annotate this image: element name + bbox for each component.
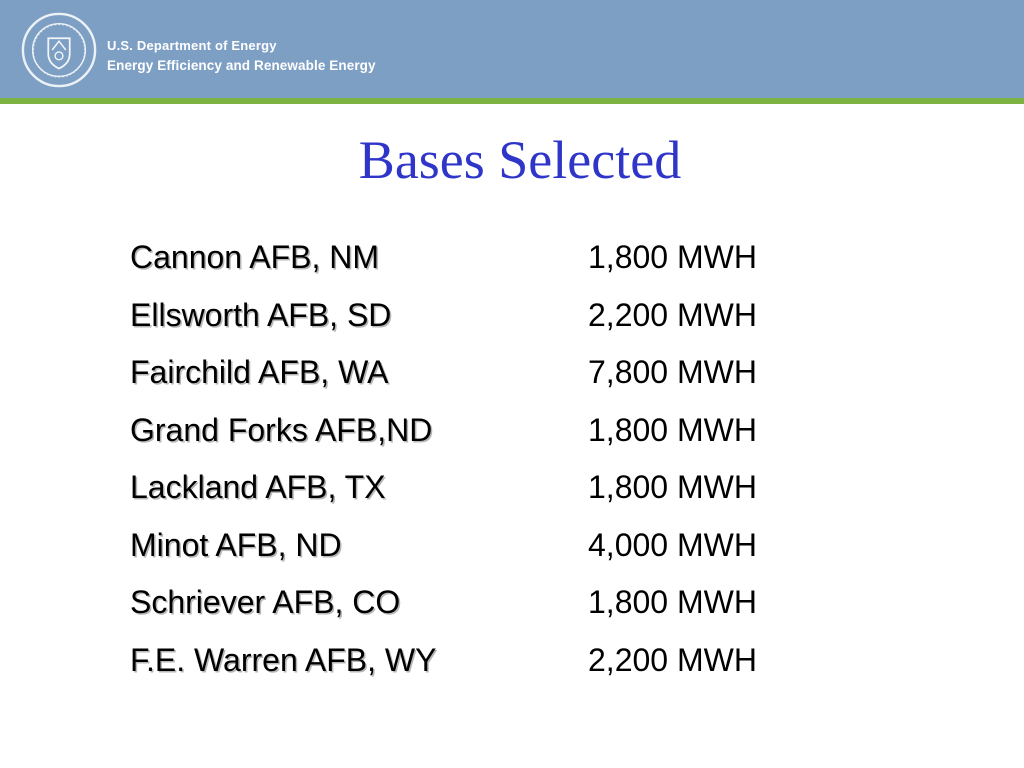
energy-value: 2,200 MWH xyxy=(588,296,757,333)
base-name: Schriever AFB, CO xyxy=(130,584,401,620)
base-name: Cannon AFB, NM xyxy=(130,239,379,275)
base-name: Grand Forks AFB,ND xyxy=(130,411,433,448)
agency-wordmark xyxy=(107,36,376,76)
list-item xyxy=(130,403,830,461)
energy-value: 1,800 MWH xyxy=(588,469,757,505)
energy-value: 1,800 MWH xyxy=(588,411,757,448)
list-item xyxy=(130,288,830,346)
energy-value: 1,800 MWH xyxy=(588,584,757,620)
list-item xyxy=(130,460,830,518)
list-item xyxy=(130,518,830,576)
slide-title: Bases Selected xyxy=(358,130,682,190)
agency-line-1: U.S. Department of Energy xyxy=(107,38,277,53)
energy-value: 7,800 MWH xyxy=(588,354,757,390)
energy-value: 2,200 MWH xyxy=(588,641,757,678)
base-name: Lackland AFB, TX xyxy=(130,469,386,505)
base-name: Ellsworth AFB, SD xyxy=(130,296,392,333)
energy-value: 1,800 MWH xyxy=(588,239,757,275)
energy-value: 4,000 MWH xyxy=(588,526,757,563)
list-item xyxy=(130,633,830,691)
list-item xyxy=(130,575,830,633)
base-name: Fairchild AFB, WA xyxy=(130,354,389,390)
list-item xyxy=(130,230,830,288)
header-rule xyxy=(0,98,1024,104)
doe-seal-icon xyxy=(20,11,98,89)
list-item xyxy=(130,345,830,403)
base-name: F.E. Warren AFB, WY xyxy=(130,641,437,678)
bases-list xyxy=(130,230,830,690)
agency-line-2: Energy Efficiency and Renewable Energy xyxy=(107,58,376,73)
base-name: Minot AFB, ND xyxy=(130,526,342,563)
